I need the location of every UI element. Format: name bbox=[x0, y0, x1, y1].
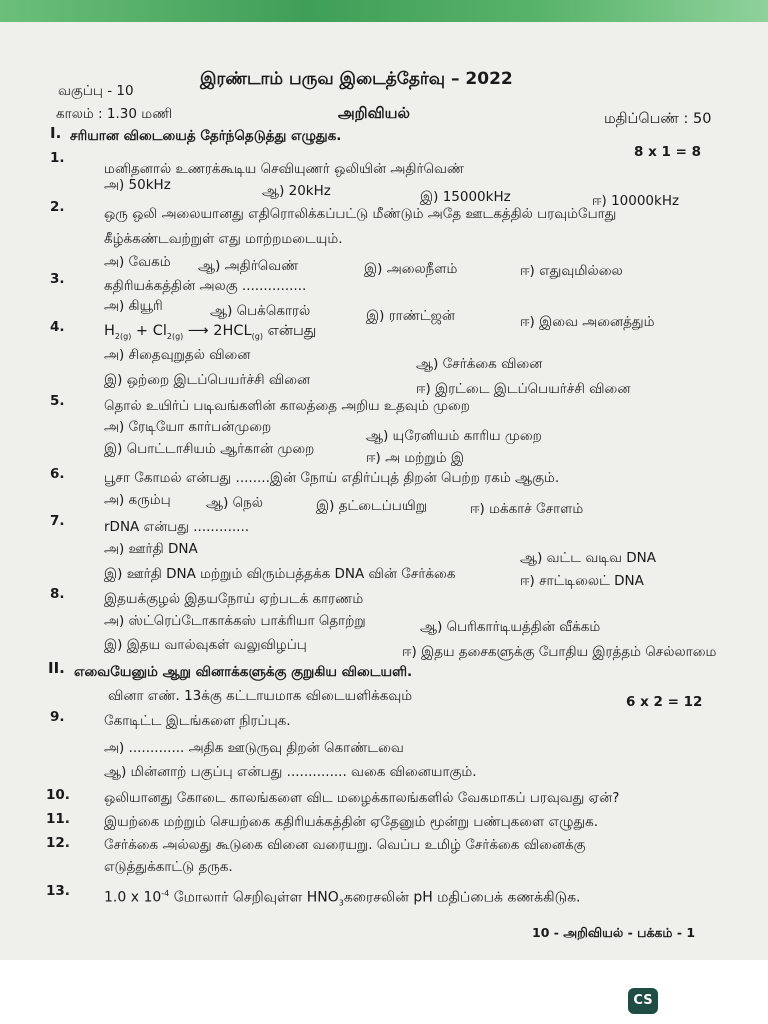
q7-option-a: அ) ஊர்தி DNA bbox=[104, 541, 198, 557]
class-label: வகுப்பு - 10 bbox=[58, 83, 134, 99]
q6-option-a: அ) கரும்பு bbox=[104, 492, 171, 508]
q7-option-c: இ) ஊர்தி DNA மற்றும் விரும்பத்தக்க DNA வின் சேர்க்கை bbox=[104, 566, 456, 582]
q7-option-b: ஆ) வட்ட வடிவ DNA bbox=[520, 550, 656, 566]
q1-option-a: அ) 50kHz bbox=[104, 177, 171, 193]
q2-option-b: ஆ) அதிர்வெண் bbox=[198, 258, 299, 274]
camscanner-logo-icon: CS bbox=[628, 988, 658, 1014]
q5-option-c: இ) பொட்டாசியம் ஆர்கான் முறை bbox=[104, 441, 315, 457]
q10-number: 10. bbox=[46, 787, 70, 803]
q1-option-c: இ) 15000kHz bbox=[420, 189, 511, 205]
q1-option-d: ஈ) 10000kHz bbox=[592, 193, 680, 209]
q3-option-a: அ) கியூரி bbox=[104, 298, 163, 314]
section1-label: I. bbox=[50, 124, 62, 142]
q8-option-c: இ) இதய வால்வுகள் வலுவிழப்பு bbox=[104, 637, 307, 653]
q13-number: 13. bbox=[46, 883, 70, 899]
q7-number: 7. bbox=[50, 513, 65, 529]
q6-text: பூசா கோமல் என்பது ........இன் நோய் எதிர்ப்புத் திறன் பெற்ற ரகம் ஆகும். bbox=[104, 470, 560, 486]
q7-option-d: ஈ) சாட்டிலைட் DNA bbox=[520, 573, 644, 589]
q8-option-a: அ) ஸ்ட்ரெப்டோகாக்கஸ் பாக்ரியா தொற்று bbox=[104, 613, 366, 629]
marks-label: மதிப்பெண் : 50 bbox=[604, 111, 712, 127]
section2-title: எவையேனும் ஆறு வினாக்களுக்கு குறுகிய விடையளி. bbox=[74, 664, 413, 680]
q3-number: 3. bbox=[50, 271, 65, 287]
q9-part-b: ஆ) மின்னாற் பகுப்பு என்பது .............. வகை வினையாகும். bbox=[104, 764, 477, 780]
q2-option-a: அ) வேகம் bbox=[104, 254, 171, 270]
reaction-arrow-icon: ⟶ bbox=[187, 323, 209, 339]
q3-option-c: இ) ராண்ட்ஜன் bbox=[366, 308, 455, 324]
q4-option-d: ஈ) இரட்டை இடப்பெயர்ச்சி வினை bbox=[416, 381, 631, 397]
q7-text: rDNA என்பது ............. bbox=[104, 519, 250, 535]
q13-text: 1.0 x $10^{-4}$ மோலார் செறிவுள்ள $HNO_3கரைசலின்$ pH மதிப்பைக் கணக்கிடுக. bbox=[104, 889, 581, 908]
subject-label: அறிவியல் bbox=[338, 104, 410, 122]
q11-number: 11. bbox=[46, 811, 70, 827]
q5-option-b: ஆ) யுரேனியம் காரிய முறை bbox=[366, 428, 542, 444]
q9-part-a: அ) ............. அதிக ஊடுருவு திறன் கொண்டவை bbox=[104, 740, 404, 756]
q12-line1: சேர்க்கை அல்லது கூடுகை வினை வரையறு. வெப்ப உமிழ் சேர்க்கை வினைக்கு bbox=[104, 837, 586, 853]
q2-line1: ஒரு ஒலி அலையானது எதிரொலிக்கப்பட்டு மீண்டும் அதே ஊடகத்தில் பரவும்போது bbox=[104, 206, 617, 222]
q2-option-c: இ) அலைநீளம் bbox=[364, 261, 458, 277]
q3-option-b: ஆ) பெக்கொரல் bbox=[210, 303, 311, 319]
exam-title: இரண்டாம் பருவ இடைத்தேர்வு – 2022 bbox=[200, 69, 513, 89]
q12-line2: எடுத்துக்காட்டு தருக. bbox=[104, 859, 233, 875]
q4-option-b: ஆ) சேர்க்கை வினை bbox=[416, 356, 543, 372]
time-label: காலம் : 1.30 மணி bbox=[56, 106, 173, 122]
q1-number: 1. bbox=[50, 150, 65, 166]
q5-option-d: ஈ) அ மற்றும் இ bbox=[366, 450, 464, 466]
q5-text: தொல் உயிர்ப் படிவங்களின் காலத்தை அறிய உதவும் முறை bbox=[104, 398, 470, 414]
q5-option-a: அ) ரேடியோ கார்பன்முறை bbox=[104, 419, 272, 435]
page-footer: 10 - அறிவியல் - பக்கம் - 1 bbox=[532, 925, 696, 940]
q2-option-d: ஈ) எதுவுமில்லை bbox=[520, 263, 623, 279]
q4-option-c: இ) ஒற்றை இடப்பெயர்ச்சி வினை bbox=[104, 372, 311, 388]
q9-text: கோடிட்ட இடங்களை நிரப்புக. bbox=[104, 713, 291, 729]
section2-label: II. bbox=[48, 659, 65, 677]
section2-marks: 6 x 2 = 12 bbox=[626, 694, 703, 710]
q3-text: கதிரியக்கத்தின் அலகு ............... bbox=[104, 278, 307, 294]
q9-number: 9. bbox=[50, 709, 65, 725]
q2-line2: கீழ்க்கண்டவற்றுள் எது மாற்றமடையும். bbox=[104, 231, 343, 247]
section1-marks: 8 x 1 = 8 bbox=[634, 144, 701, 160]
section1-title: சரியான விடையைத் தேர்ந்தெடுத்து எழுதுக. bbox=[70, 128, 342, 144]
q12-number: 12. bbox=[46, 835, 70, 851]
q6-number: 6. bbox=[50, 466, 65, 482]
q4-number: 4. bbox=[50, 319, 65, 335]
green-top-strip bbox=[0, 0, 768, 22]
q6-option-c: இ) தட்டைப்பயிறு bbox=[316, 498, 427, 514]
q8-option-b: ஆ) பெரிகார்டியத்தின் வீக்கம் bbox=[420, 619, 601, 635]
q6-option-b: ஆ) நெல் bbox=[206, 495, 264, 511]
q8-number: 8. bbox=[50, 586, 65, 602]
q6-option-d: ஈ) மக்காச் சோளம் bbox=[470, 501, 584, 517]
section2-note: வினா எண். 13க்கு கட்டாயமாக விடையளிக்கவும் bbox=[108, 688, 413, 704]
q4-option-a: அ) சிதைவுறுதல் வினை bbox=[104, 347, 251, 363]
q11-text: இயற்கை மற்றும் செயற்கை கதிரியக்கத்தின் ஏதேனும் மூன்று பண்புகளை எழுதுக. bbox=[104, 814, 599, 830]
q1-text: மனிதனால் உணரக்கூடிய செவியுணர் ஒலியின் அதிர்வெண் bbox=[104, 161, 465, 177]
q4-equation: $H_{2(g)} + Cl_{2(g)}$ ⟶ $2HCL_{(g)}$ என்பது bbox=[104, 323, 317, 341]
q8-option-d: ஈ) இதய தசைகளுக்கு போதிய இரத்தம் செல்லாமை bbox=[402, 644, 717, 660]
q1-option-b: ஆ) 20kHz bbox=[262, 183, 331, 199]
q3-option-d: ஈ) இவை அனைத்தும் bbox=[520, 314, 655, 330]
q5-number: 5. bbox=[50, 393, 65, 409]
q10-text: ஒலியானது கோடை காலங்களை விட மழைக்காலங்களில் வேகமாகப் பரவுவது ஏன்? bbox=[104, 790, 620, 806]
q2-number: 2. bbox=[50, 199, 65, 215]
q8-text: இதயக்குழல் இதயநோய் ஏற்படக் காரணம் bbox=[104, 591, 364, 607]
